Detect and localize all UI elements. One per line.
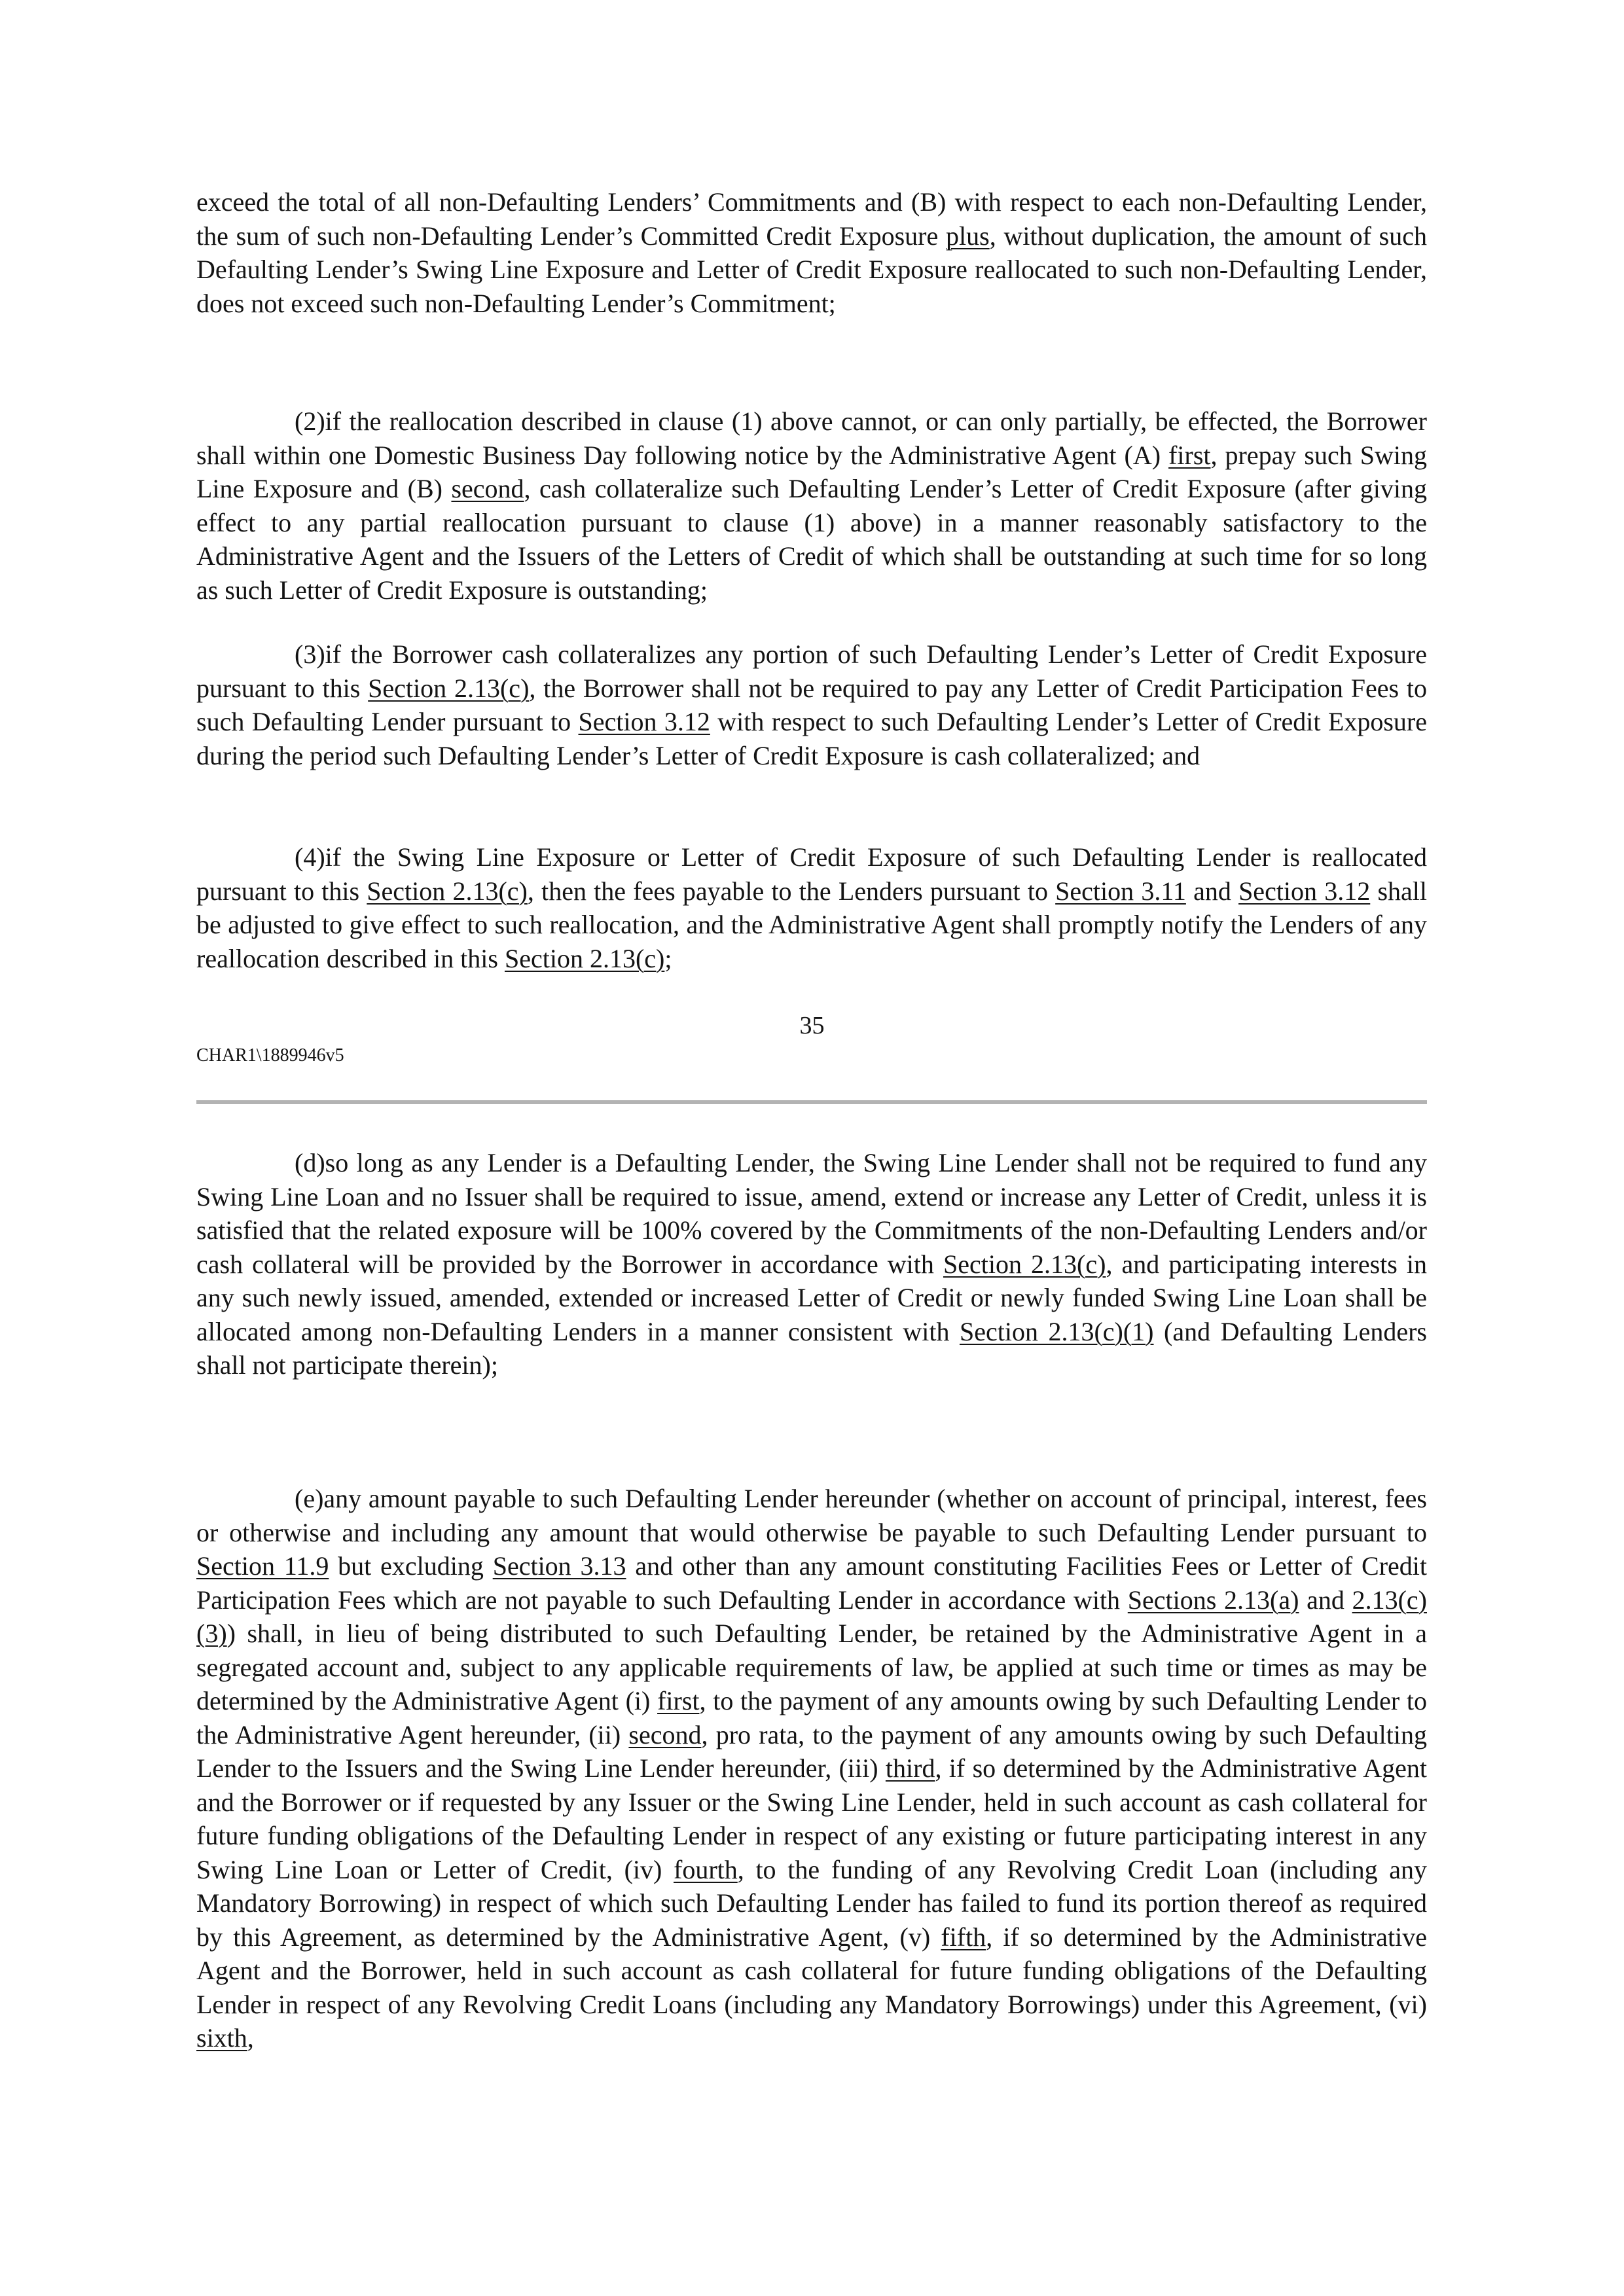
page-number: 35 [799,1012,825,1039]
text-segment: , if so determined by the Administrative Agent and the Borrower or if requested by any Issuer or the Swing Line Lender, held in such account as cash collateral for future funding obligations of the Defaulting Lender in respect of any existing or future participating interest in any Swing Line Loan or Letter of Credit, (iv) [196,1753,1434,1884]
paragraph-continuation [196,185,1434,320]
text-segment: and [1299,1585,1352,1615]
text-segment: , without duplication, the amount of such Defaulting Lender’s Swing Line Exposure and Letter of Credit Exposure reallocated to such non-Defaulting Lender, does not exceed such non-Defaulting Lender’s Commitment; [196,221,1434,318]
cross-reference: first [657,1686,700,1715]
text-segment: with respect to such Defaulting Lender’s Letter of Credit Exposure during the period such Defaulting Lender’s Letter of Credit Exposure is cash collateralized; and [196,707,1434,770]
text-segment: ; [664,943,672,973]
paragraph-indent [196,406,1434,605]
paragraph-indent [196,639,1434,770]
paragraph-indent [196,1484,1434,2053]
cross-reference: plus [946,221,990,251]
text-segment: , the Borrower shall not be required to pay any Letter of Credit Participation Fees to such Defaulting Lender pursuant to [196,673,1434,736]
text-segment: , to the payment of any amounts owing by such Defaulting Lender to the Administrative Agent hereunder, (ii) [196,1686,1434,1749]
paragraph-clause-2 [196,404,1434,607]
page-break-divider [196,1100,1427,1104]
paragraph-indent [196,1148,1434,1380]
cross-reference: Section 2.13(c) [368,673,530,703]
text-segment: , and participating interests in any such newly issued, amended, extended or increased Letter of Credit or newly funded Swing Line Loan shall be allocated among non-Defaulting Lenders in a manner consistent with [196,1249,1434,1346]
cross-reference: Section 2.13(c) [504,943,665,973]
document-id: CHAR1\1889946v5 [196,1045,344,1066]
text-segment: (d)so long as any Lender is a Defaulting Lender, the Swing Line Lender shall not be required to fund any Swing Line Loan and no Issuer shall be required to issue, amend, extend or increase any Letter of Credit, unless it is satisfied that the related exposure will be 100% covered by the Commitments of the non-Defaulting Lenders and/or cash collateral will be provided by the Borrower in accordance with [196,1148,1434,1279]
paragraph-clause-e [196,1482,1434,2055]
cross-reference: Section 3.12 [1238,876,1371,906]
cross-reference: Section 3.12 [578,707,710,736]
text-segment: , to the funding of any Revolving Credit Loan (including any Mandatory Borrowing) in respect of which such Defaulting Lender has failed to fund its portion thereof as required by this Agreement, as determined by the Administrative Agent, (v) [196,1854,1434,1952]
text-segment: (4)if the Swing Line Exposure or Letter of Credit Exposure of such Defaulting Lender is reallocated pursuant to this [196,842,1434,906]
text-segment: , prepay such Swing Line Exposure and (B) [196,440,1434,503]
text-segment: shall be adjusted to give effect to such reallocation, and the Administrative Agent shall promptly notify the Lenders of any reallocation described in this [196,876,1434,973]
text-segment: (e)any amount payable to such Defaulting Lender hereunder (whether on account of principal, interest, fees or otherwise and including any amount that would otherwise be payable to such Defaulting Lender pursuant to [196,1484,1434,1547]
cross-reference: Section 3.13 [492,1551,626,1581]
text-segment: ) shall, in lieu of being distributed to such Defaulting Lender, be retained by the Administrative Agent in a segregated account and, subject to any applicable requirements of law, be applied at such time or times as may be determined by the Administrative Agent (i) [196,1619,1434,1715]
text-segment: , [247,2023,254,2053]
cross-reference: Section 11.9 [196,1551,329,1581]
cross-reference: Section 3.11 [1055,876,1186,906]
paragraph-clause-4 [196,840,1434,975]
text-segment: (3)if the Borrower cash collateralizes any portion of such Defaulting Lender’s Letter of Credit Exposure pursuant to this [196,639,1434,703]
text-segment: (and Defaulting Lenders shall not participate therein); [196,1316,1434,1380]
cross-reference: second [628,1719,702,1749]
paragraph-indent [196,842,1434,973]
cross-reference: fifth [941,1922,986,1952]
cross-reference: 2.13(c)(3) [196,1585,1427,1648]
text-segment: and other than any amount constituting Facilities Fees or Letter of Credit Participation Fees which are not payable to such Defaulting Lender in accordance with [196,1551,1434,1615]
text-segment: (2)if the reallocation described in clause (1) above cannot, or can only partially, be effected, the Borrower shall within one Domestic Business Day following notice by the Administrative Agent (A) [196,406,1434,470]
text-segment: , cash collateralize such Defaulting Lender’s Letter of Credit Exposure (after giving effect to any partial reallocation pursuant to clause (1) above) in a manner reasonably satisfactory to the Administrative Agent and the Issuers of the Letters of Credit of which shall be outstanding at such time for so long as such Letter of Credit Exposure is outstanding; [196,474,1434,605]
text-segment: exceed the total of all non-Defaulting Lenders’ Commitments and (B) with respect to each non-Defaulting Lender, the sum of such non-Defaulting Lender’s Committed Credit Exposure [196,187,1434,251]
cross-reference: third [885,1753,935,1783]
paragraph-clause-3 [196,637,1434,772]
text-segment: and [1185,876,1239,906]
cross-reference: first [1168,440,1211,470]
text-segment: , if so determined by the Administrative Agent and the Borrower, held in such account as cash collateral for future funding obligations of the Defaulting Lender in respect of any Revolving Credit Loans (including any Mandatory Borrowings) under this Agreement, (vi) [196,1922,1434,2019]
cross-reference: Section 2.13(c) [367,876,528,906]
cross-reference: Section 2.13(c) [943,1249,1106,1279]
cross-reference: fourth [674,1854,738,1884]
cross-reference: sixth [196,2023,247,2053]
paragraph-clause-d [196,1146,1434,1382]
text-segment: , then the fees payable to the Lenders pursuant to [527,876,1056,906]
cross-reference: Section 2.13(c)(1) [959,1316,1154,1346]
cross-reference: second [451,474,524,503]
text-segment: but excluding [329,1551,493,1581]
cross-reference: Sections 2.13(a) [1127,1585,1299,1615]
text-segment: , pro rata, to the payment of any amounts owing by such Defaulting Lender to the Issuers and the Swing Line Lender hereunder, (iii) [196,1719,1434,1783]
